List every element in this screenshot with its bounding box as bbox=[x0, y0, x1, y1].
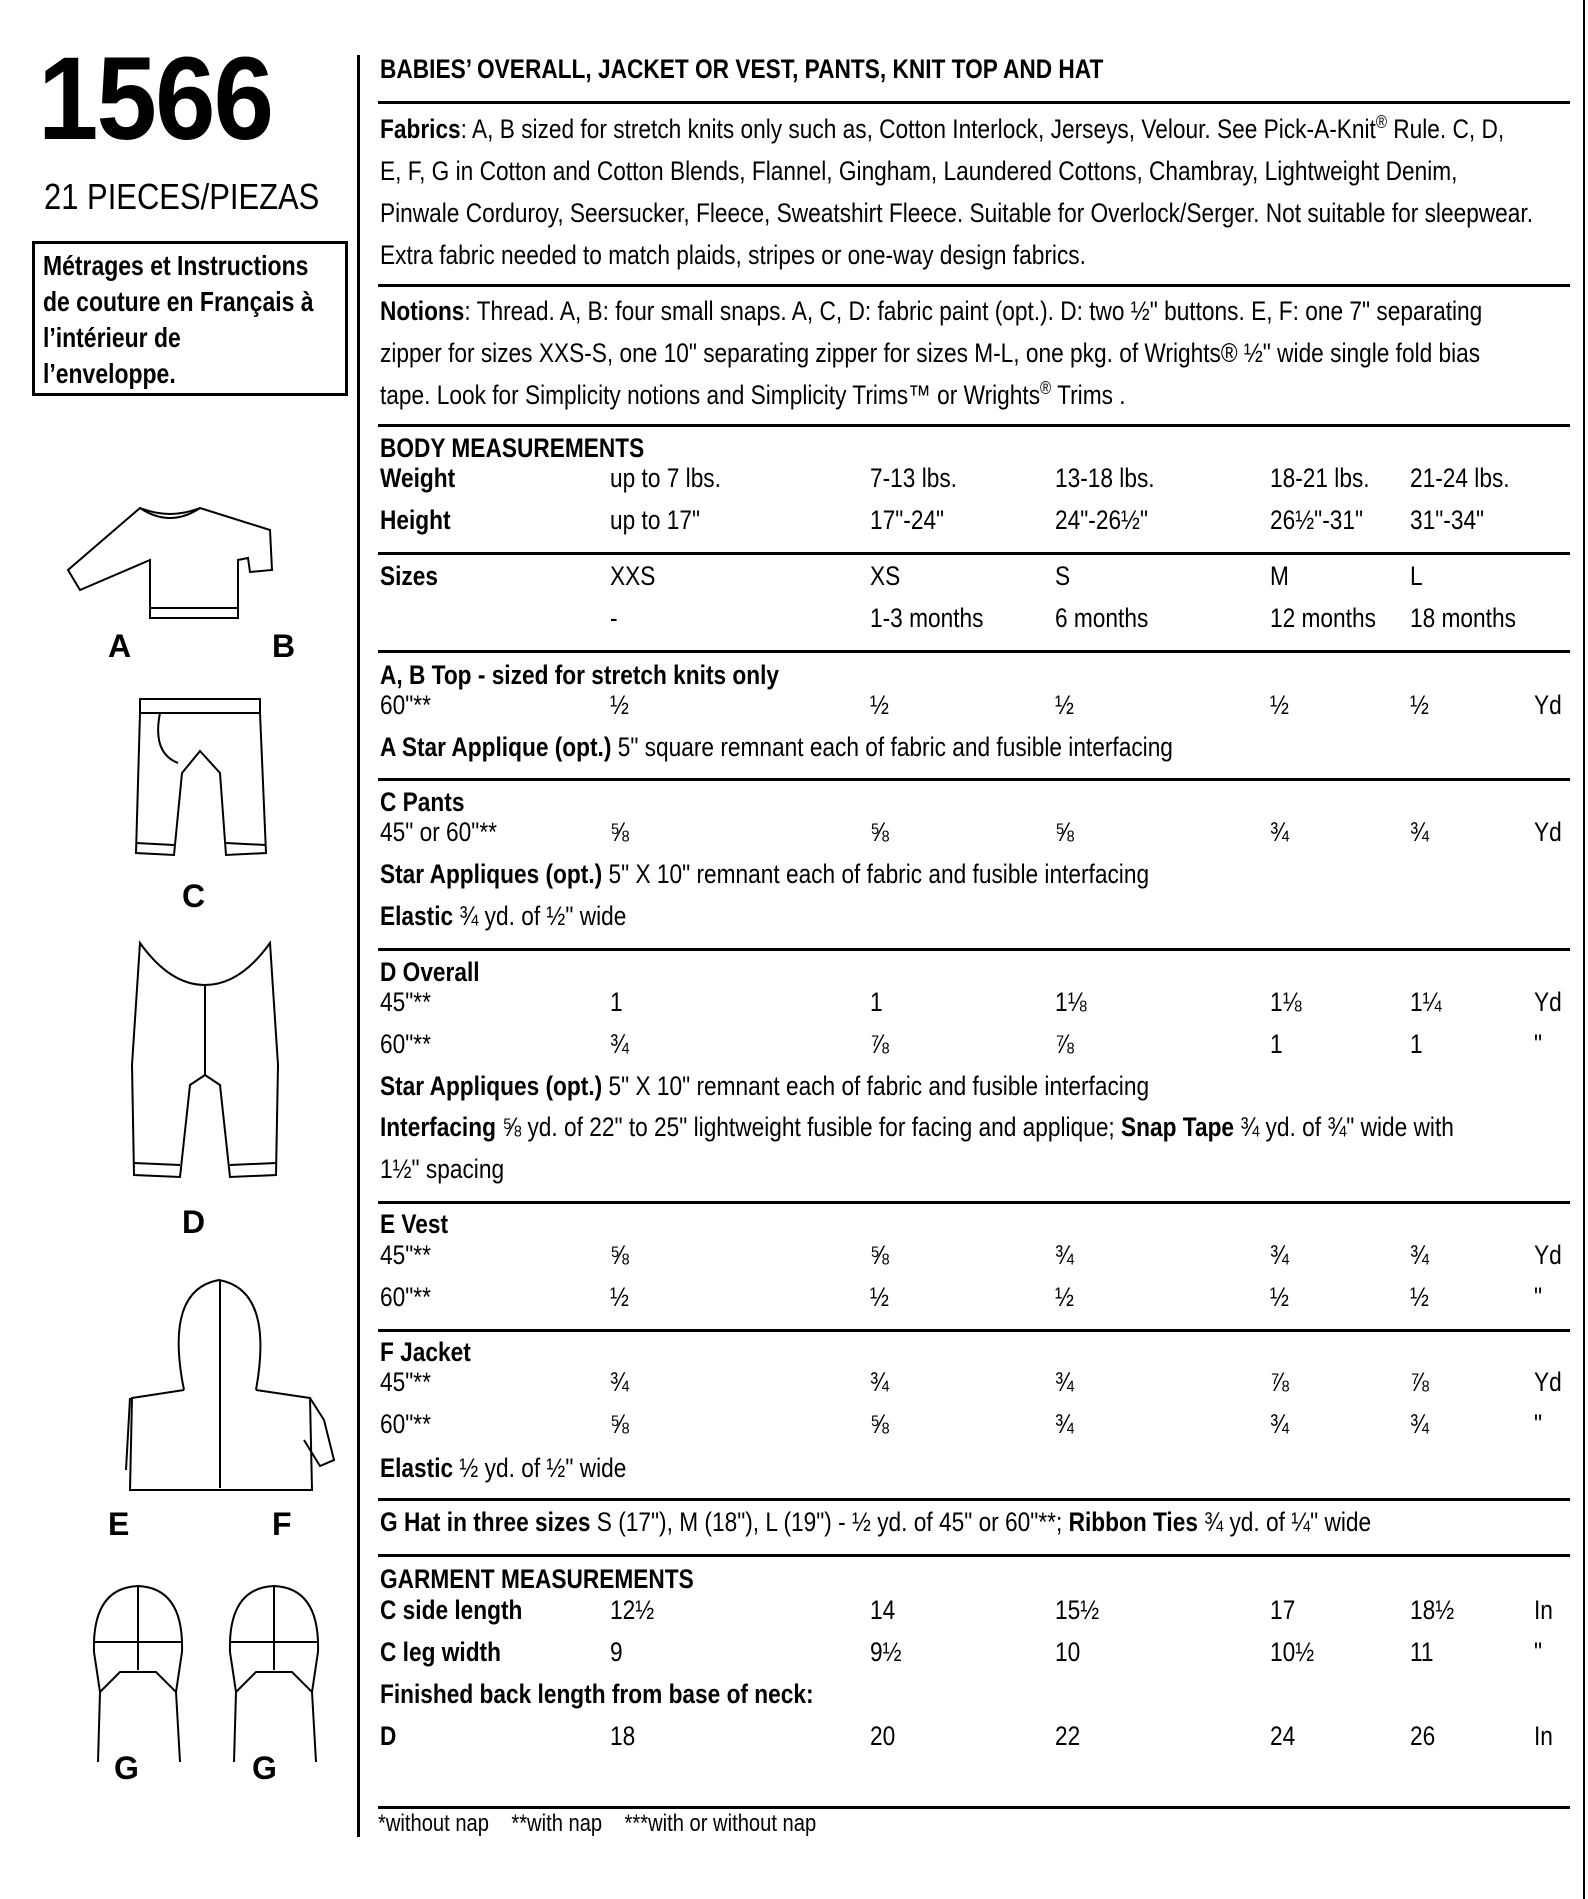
section-g-line bbox=[380, 1509, 1371, 1536]
row-label: 45"** bbox=[380, 1240, 431, 1270]
section-d-note-3: 1½" spacing bbox=[380, 1154, 505, 1184]
french-note-line: Métrages et Instructions bbox=[43, 250, 309, 281]
yardage-cell: ½ bbox=[1410, 1282, 1429, 1312]
fabrics-line-1: : A, B sized for stretch knits only such as, Cotton Interlock, Jerseys, Velour. See Pick-A-Knit bbox=[460, 114, 1376, 144]
rule bbox=[378, 1201, 1570, 1204]
french-note-line: l’intérieur de bbox=[43, 322, 181, 353]
yardage-cell: ¾ bbox=[610, 1367, 629, 1397]
view-label-g2: G bbox=[252, 1750, 277, 1786]
size-code: XXS bbox=[610, 561, 656, 591]
yardage-cell: ⅝ bbox=[610, 1240, 629, 1270]
yardage-cell: ⅝ bbox=[1055, 817, 1074, 847]
fabrics-line-3: Pinwale Corduroy, Seersucker, Fleece, Sweatshirt Fleece. Suitable for Overlock/Serger. Not suitable for sleepwear. bbox=[380, 198, 1534, 228]
weight-cell: 7-13 lbs. bbox=[870, 463, 957, 493]
row-label: D bbox=[380, 1721, 397, 1751]
row-label: 45"** bbox=[380, 987, 431, 1017]
yardage-cell: ¾ bbox=[1055, 1409, 1074, 1439]
yardage-cell: ⅝ bbox=[870, 817, 889, 847]
fabrics-paragraph bbox=[380, 108, 1539, 276]
section-d-note-2-bold: Interfacing bbox=[380, 1112, 496, 1142]
fabrics-line-2: E, F, G in Cotton and Cotton Blends, Flannel, Gingham, Laundered Cottons, Chambray, Lightweight Denim, bbox=[380, 156, 1458, 186]
yardage-cell: ⅝ bbox=[610, 1409, 629, 1439]
section-ab-note bbox=[380, 734, 1173, 761]
section-d-note-1-bold: Star Appliques (opt.) bbox=[380, 1071, 603, 1101]
french-note-line: l’enveloppe. bbox=[43, 358, 176, 389]
view-label-c: C bbox=[182, 878, 206, 914]
row-label: 45" or 60"** bbox=[380, 817, 497, 847]
unit-cell: Yd bbox=[1534, 690, 1562, 720]
yardage-cell: 1 bbox=[1410, 1029, 1423, 1059]
yardage-cell: ⅝ bbox=[610, 817, 629, 847]
yardage-cell: ¾ bbox=[1055, 1240, 1074, 1270]
rule bbox=[378, 650, 1570, 653]
size-age: 12 months bbox=[1270, 603, 1376, 633]
rule bbox=[378, 1329, 1570, 1332]
unit-cell: Yd bbox=[1534, 987, 1562, 1017]
notions-paragraph bbox=[380, 290, 1539, 416]
pattern-number: 1566 bbox=[38, 33, 273, 165]
height-cell: 31"-34" bbox=[1410, 505, 1485, 535]
section-d-snap-tape-text: ¾ yd. of ¾" wide with bbox=[1234, 1112, 1454, 1142]
registered-mark: ® bbox=[1040, 378, 1052, 398]
yardage-cell: 14 bbox=[870, 1595, 896, 1625]
yardage-cell: ⅞ bbox=[870, 1029, 889, 1059]
section-d-note-2-text: ⅝ yd. of 22" to 25" lightweight fusible for facing and applique; bbox=[495, 1112, 1122, 1142]
rule bbox=[378, 1498, 1570, 1501]
section-c-note-2 bbox=[380, 903, 626, 930]
yardage-cell: ¾ bbox=[1270, 1409, 1289, 1439]
jacket-sketch bbox=[124, 1270, 344, 1500]
section-c-note-2-bold: Elastic bbox=[380, 901, 454, 931]
size-code: S bbox=[1055, 561, 1071, 591]
rule bbox=[378, 948, 1570, 951]
yardage-cell: 26 bbox=[1410, 1721, 1436, 1751]
piece-count: 21 PIECES/PIEZAS bbox=[44, 176, 320, 217]
section-g-text: S (17"), M (18"), L (19") - ½ yd. of 45" or 60"**; bbox=[590, 1507, 1069, 1537]
hat-sketch bbox=[86, 1582, 326, 1772]
garment-measurements-heading: GARMENT MEASUREMENTS bbox=[380, 1564, 694, 1594]
section-e-heading: E Vest bbox=[380, 1209, 449, 1239]
view-label-b: B bbox=[272, 628, 296, 664]
height-cell: 24"-26½" bbox=[1055, 505, 1149, 535]
unit-cell: Yd bbox=[1534, 1367, 1562, 1397]
section-g-ties-text: ¾ yd. of ¼" wide bbox=[1197, 1507, 1372, 1537]
yardage-cell: ⅝ bbox=[870, 1409, 889, 1439]
section-d-note-2 bbox=[380, 1114, 1454, 1141]
unit-cell: Yd bbox=[1534, 817, 1562, 847]
view-label-g1: G bbox=[114, 1750, 139, 1786]
overall-sketch bbox=[130, 935, 280, 1185]
rule bbox=[378, 101, 1570, 104]
unit-cell: " bbox=[1534, 1029, 1543, 1059]
section-d-note-1 bbox=[380, 1073, 1149, 1100]
pattern-title: BABIES’ OVERALL, JACKET OR VEST, PANTS, KNIT TOP AND HAT bbox=[380, 54, 1104, 84]
fabrics-line-1-tail: Rule. C, D, bbox=[1386, 114, 1505, 144]
section-c-note-2-text: ¾ yd. of ½" wide bbox=[453, 901, 627, 931]
size-code: M bbox=[1270, 561, 1289, 591]
notions-line-2: zipper for sizes XXS-S, one 10" separating zipper for sizes M-L, one pkg. of Wrights® ½" wide single fold bias bbox=[380, 338, 1481, 368]
unit-cell: " bbox=[1534, 1282, 1543, 1312]
section-c-heading: C Pants bbox=[380, 787, 465, 817]
size-age: 1-3 months bbox=[870, 603, 984, 633]
section-f-note-text: ½ yd. of ½" wide bbox=[453, 1453, 627, 1483]
yardage-cell: 18 bbox=[610, 1721, 636, 1751]
section-ab-note-bold: A Star Applique (opt.) bbox=[380, 732, 612, 762]
notions-line-1: : Thread. A, B: four small snaps. A, C, D: fabric paint (opt.). D: two ½" buttons. E, F: one 7" separating bbox=[464, 296, 1483, 326]
yardage-cell: ½ bbox=[1270, 690, 1289, 720]
yardage-cell: 1 bbox=[1270, 1029, 1283, 1059]
row-label: 60"** bbox=[380, 1409, 431, 1439]
section-f-heading: F Jacket bbox=[380, 1337, 471, 1367]
yardage-cell: ¾ bbox=[870, 1367, 889, 1397]
yardage-cell: ⅞ bbox=[1270, 1367, 1289, 1397]
section-d-snap-tape-bold: Snap Tape bbox=[1121, 1112, 1235, 1142]
yardage-cell: ⅞ bbox=[1410, 1367, 1429, 1397]
unit-cell: Yd bbox=[1534, 1240, 1562, 1270]
column-divider bbox=[357, 55, 360, 1837]
view-label-a: A bbox=[108, 628, 132, 664]
rule bbox=[378, 552, 1570, 555]
yardage-cell: 17 bbox=[1270, 1595, 1296, 1625]
yardage-cell: ⅝ bbox=[870, 1240, 889, 1270]
yardage-cell: 11 bbox=[1410, 1637, 1434, 1667]
french-instructions-box bbox=[32, 241, 348, 396]
body-measurements-heading: BODY MEASUREMENTS bbox=[380, 433, 645, 463]
rule bbox=[378, 778, 1570, 781]
section-c-note-1 bbox=[380, 861, 1149, 888]
yardage-cell: 24 bbox=[1270, 1721, 1296, 1751]
yardage-cell: ¾ bbox=[1410, 817, 1429, 847]
rule bbox=[378, 1806, 1570, 1809]
yardage-cell: 10½ bbox=[1270, 1637, 1315, 1667]
yardage-cell: 15½ bbox=[1055, 1595, 1100, 1625]
yardage-cell: ½ bbox=[1270, 1282, 1289, 1312]
yardage-cell: ⅞ bbox=[1055, 1029, 1074, 1059]
registered-mark: ® bbox=[1375, 112, 1387, 132]
yardage-cell: ¾ bbox=[1270, 817, 1289, 847]
row-label: C leg width bbox=[380, 1637, 501, 1667]
row-label: 45"** bbox=[380, 1367, 431, 1397]
section-c-note-1-bold: Star Appliques (opt.) bbox=[380, 859, 603, 889]
yardage-cell: 9½ bbox=[870, 1637, 902, 1667]
size-code: L bbox=[1410, 561, 1423, 591]
row-label: C side length bbox=[380, 1595, 523, 1625]
yardage-cell: ¾ bbox=[1270, 1240, 1289, 1270]
pants-sketch bbox=[130, 693, 270, 863]
weight-cell: up to 7 lbs. bbox=[610, 463, 721, 493]
size-age: 18 months bbox=[1410, 603, 1516, 633]
section-d-heading: D Overall bbox=[380, 957, 480, 987]
height-cell: 26½"-31" bbox=[1270, 505, 1364, 535]
yardage-cell: 1 bbox=[610, 987, 623, 1017]
section-ab-heading: A, B Top - sized for stretch knits only bbox=[380, 660, 780, 690]
view-label-d: D bbox=[182, 1204, 206, 1240]
top-sketch bbox=[60, 500, 280, 630]
section-c-note-1-text: 5" X 10" remnant each of fabric and fusible interfacing bbox=[602, 859, 1150, 889]
view-label-f: F bbox=[272, 1506, 292, 1542]
yardage-cell: 9 bbox=[610, 1637, 623, 1667]
row-label: 60"** bbox=[380, 690, 431, 720]
section-g-ties-bold: Ribbon Ties bbox=[1068, 1507, 1198, 1537]
notions-label: Notions bbox=[380, 296, 465, 326]
section-ab-note-text: 5" square remnant each of fabric and fusible interfacing bbox=[611, 732, 1173, 762]
yardage-cell: ½ bbox=[610, 1282, 629, 1312]
height-cell: up to 17" bbox=[610, 505, 701, 535]
yardage-cell: 22 bbox=[1055, 1721, 1081, 1751]
fabrics-label: Fabrics bbox=[380, 114, 461, 144]
yardage-cell: 1¼ bbox=[1410, 987, 1442, 1017]
size-code: XS bbox=[870, 561, 901, 591]
yardage-cell: 12½ bbox=[610, 1595, 655, 1625]
yardage-cell: 1⅛ bbox=[1055, 987, 1087, 1017]
rule bbox=[378, 1554, 1570, 1557]
back-length-label: Finished back length from base of neck: bbox=[380, 1679, 814, 1709]
rule bbox=[378, 284, 1570, 287]
sizes-label: Sizes bbox=[380, 561, 438, 591]
yardage-cell: 1⅛ bbox=[1270, 987, 1302, 1017]
yardage-cell: ½ bbox=[870, 690, 889, 720]
unit-cell: In bbox=[1534, 1721, 1553, 1751]
yardage-cell: ¾ bbox=[1410, 1409, 1429, 1439]
unit-cell: In bbox=[1534, 1595, 1553, 1625]
fabrics-line-4: Extra fabric needed to match plaids, stripes or one-way design fabrics. bbox=[380, 240, 1086, 270]
notions-line-3: tape. Look for Simplicity notions and Simplicity Trims™ or Wrights bbox=[380, 380, 1041, 410]
yardage-cell: ½ bbox=[1410, 690, 1429, 720]
height-label: Height bbox=[380, 505, 451, 535]
yardage-cell: ¾ bbox=[1055, 1367, 1074, 1397]
yardage-cell: 20 bbox=[870, 1721, 896, 1751]
height-cell: 17"-24" bbox=[870, 505, 945, 535]
unit-cell: " bbox=[1534, 1637, 1543, 1667]
rule bbox=[378, 424, 1570, 427]
yardage-cell: ¾ bbox=[610, 1029, 629, 1059]
yardage-cell: ½ bbox=[1055, 690, 1074, 720]
weight-cell: 18-21 lbs. bbox=[1270, 463, 1370, 493]
row-label: 60"** bbox=[380, 1029, 431, 1059]
weight-cell: 21-24 lbs. bbox=[1410, 463, 1510, 493]
footnote: *without nap **with nap ***with or without nap bbox=[378, 1810, 817, 1837]
yardage-cell: 1 bbox=[870, 987, 883, 1017]
yardage-cell: ½ bbox=[870, 1282, 889, 1312]
unit-cell: " bbox=[1534, 1409, 1543, 1439]
yardage-cell: ½ bbox=[610, 690, 629, 720]
yardage-cell: 18½ bbox=[1410, 1595, 1455, 1625]
section-f-note-bold: Elastic bbox=[380, 1453, 454, 1483]
notions-line-3-tail: Trims . bbox=[1051, 380, 1126, 410]
weight-cell: 13-18 lbs. bbox=[1055, 463, 1155, 493]
yardage-cell: ¾ bbox=[1410, 1240, 1429, 1270]
row-label: 60"** bbox=[380, 1282, 431, 1312]
section-f-note bbox=[380, 1455, 626, 1482]
right-border bbox=[1583, 0, 1585, 1899]
view-label-e: E bbox=[108, 1506, 130, 1542]
weight-label: Weight bbox=[380, 463, 456, 493]
section-d-note-1-text: 5" X 10" remnant each of fabric and fusible interfacing bbox=[602, 1071, 1150, 1101]
french-note-line: de couture en Français à bbox=[43, 286, 314, 317]
section-g-heading: G Hat in three sizes bbox=[380, 1507, 591, 1537]
size-age: - bbox=[610, 603, 618, 633]
yardage-cell: 10 bbox=[1055, 1637, 1081, 1667]
yardage-cell: ½ bbox=[1055, 1282, 1074, 1312]
size-age: 6 months bbox=[1055, 603, 1149, 633]
